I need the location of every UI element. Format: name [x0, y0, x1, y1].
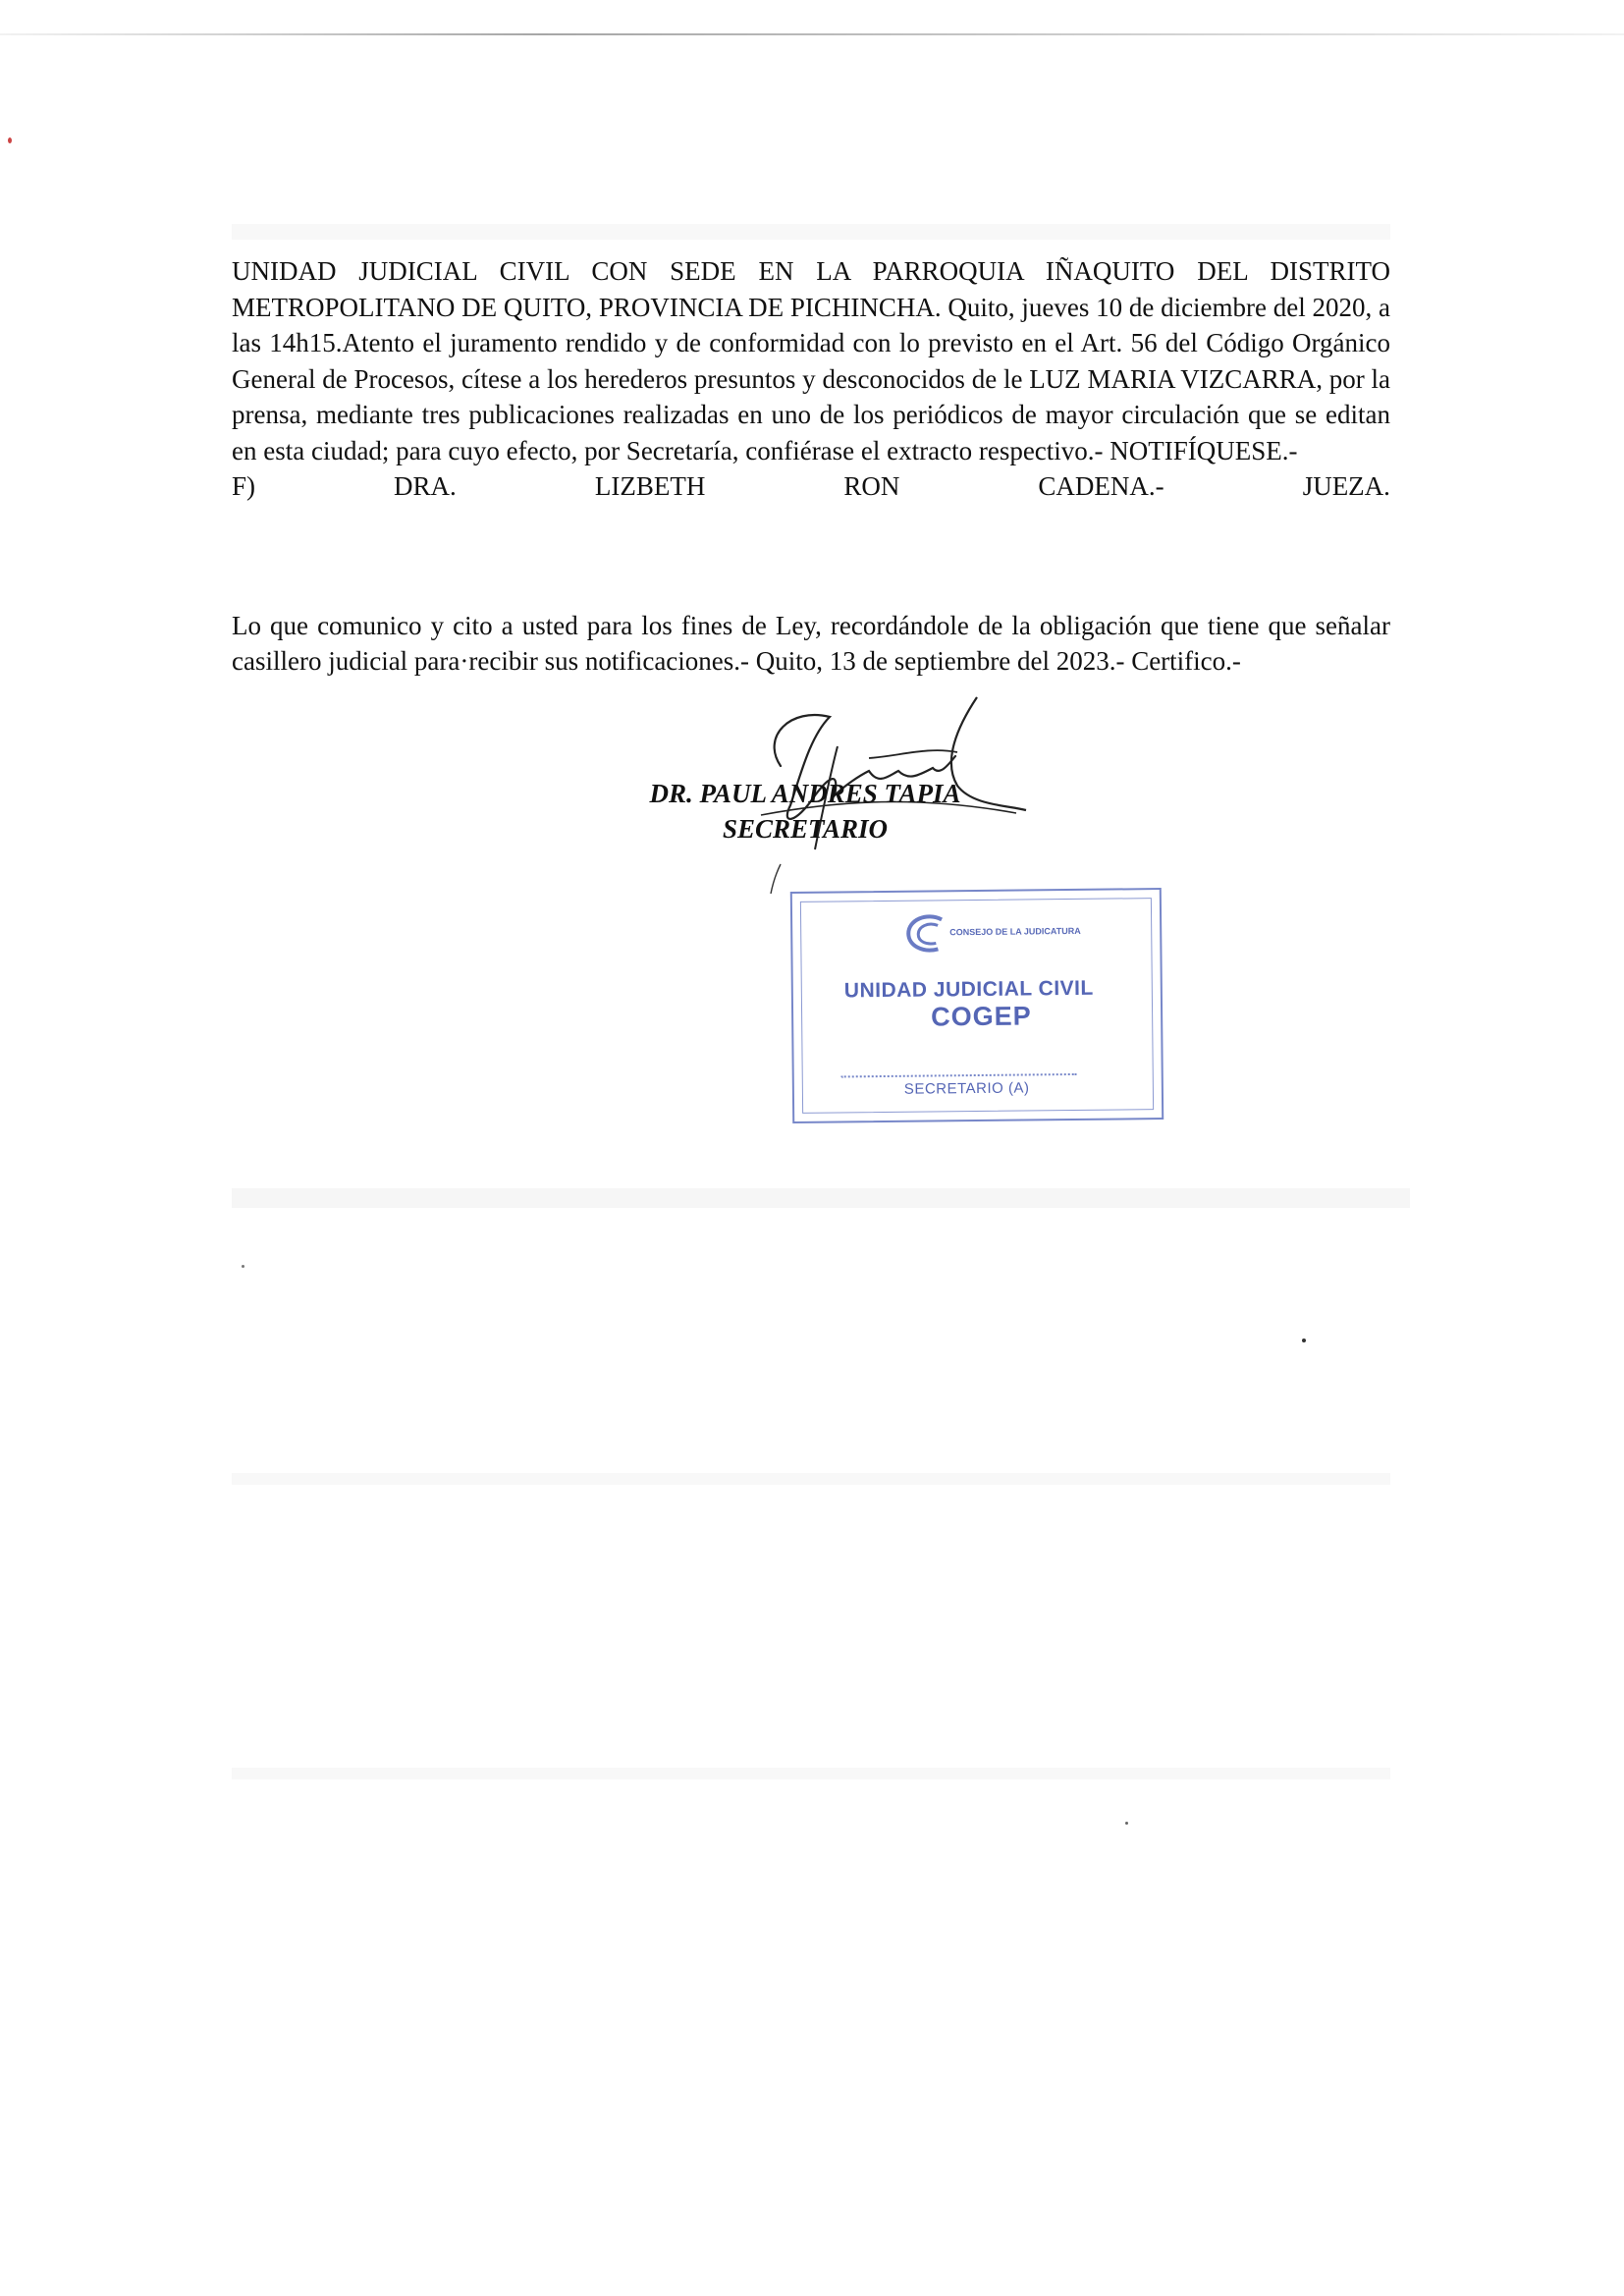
signatory-name: DR. PAUL ANDRES TAPIA	[649, 779, 961, 808]
scan-speck	[242, 1265, 244, 1268]
official-stamp	[790, 888, 1164, 1123]
stamp-unit: UNIDAD JUDICIAL CIVIL	[843, 976, 1094, 1003]
resolution-paragraph	[232, 253, 1390, 505]
judge-sign-word: CADENA.-	[1038, 471, 1164, 501]
scan-speck	[1125, 1822, 1128, 1825]
stamp-role: SECRETARIO (A)	[903, 1079, 1030, 1098]
bleed-through-text	[232, 224, 1390, 240]
bleed-through-text	[232, 1768, 1390, 1779]
signatory-title: SECRETARIO	[722, 814, 889, 844]
judge-signature-line	[232, 468, 1390, 505]
judge-sign-word: DRA.	[394, 471, 457, 501]
scan-edge-line	[0, 33, 1624, 35]
stamp-logo-text: CONSEJO DE LA JUDICATURA	[949, 925, 1081, 938]
bleed-through-text	[232, 1473, 1390, 1485]
judge-sign-word: F)	[232, 471, 256, 501]
judge-sign-word: RON	[843, 471, 900, 501]
signatory-block	[550, 776, 1060, 847]
notice-paragraph	[232, 608, 1390, 679]
bleed-through-text	[232, 1188, 1410, 1208]
notice-text: Lo que comunico y cito a usted para los fines de Ley, recordándole de la obligación que tiene que señalar casillero judicial para·recibir sus notificaciones.- Quito, 13 de septiembre del 2023.- Certifico.-	[232, 611, 1390, 676]
stamp-code: COGEP	[930, 1001, 1032, 1032]
judge-sign-word: LIZBETH	[594, 471, 706, 501]
scan-speck	[8, 137, 12, 143]
resolution-text: UNIDAD JUDICIAL CIVIL CON SEDE EN LA PARROQUIA IÑAQUITO DEL DISTRITO METROPOLITANO DE QUITO, PROVINCIA DE PICHINCHA. Quito, jueves 10 de diciembre del 2020, a las 14h15.Atento el juramento rendido y de conformidad con lo previsto en el Art. 56 del Código Orgánico General de Procesos, cítese a los herederos presuntos y desconocidos de le LUZ MARIA VIZCARRA, por la prensa, mediante tres publicaciones realizadas en uno de los periódicos de mayor circulación que se editan en esta ciudad; para cuyo efecto, por Secretaría, confiérase el extracto respectivo.- NOTIFÍQUESE.-	[232, 256, 1390, 465]
judge-sign-word: JUEZA.	[1302, 471, 1390, 501]
judicatura-logo-icon	[902, 911, 951, 956]
scan-speck	[1302, 1339, 1306, 1342]
